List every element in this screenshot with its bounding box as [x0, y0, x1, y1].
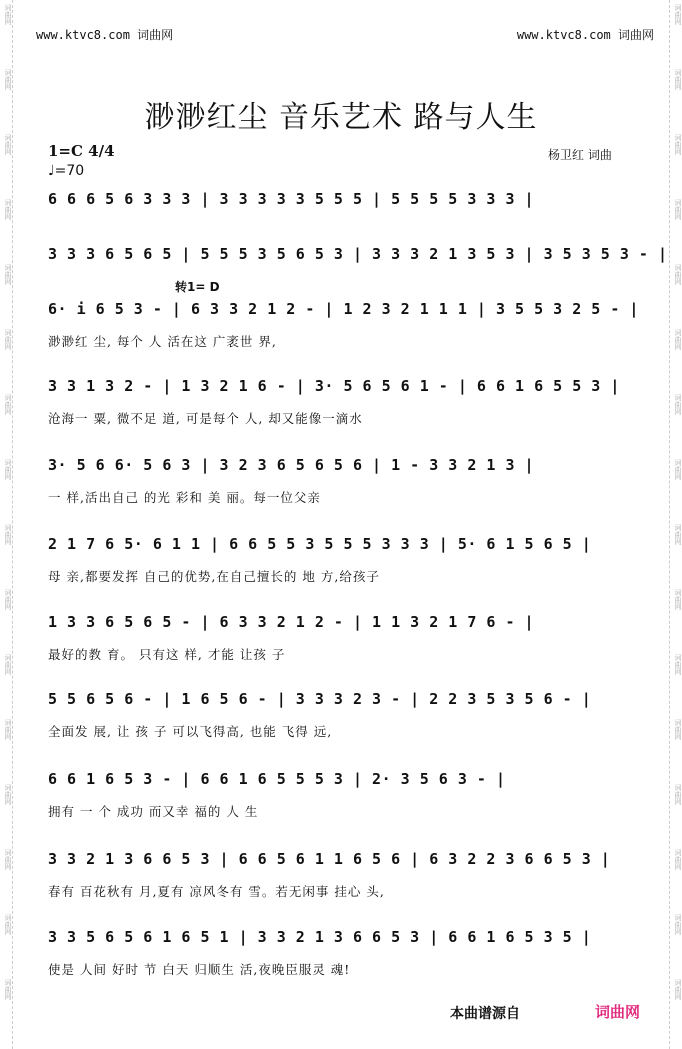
score-line: [48, 245, 668, 285]
side-watermark-text: 词曲网: [4, 134, 12, 155]
side-watermark-text: 词曲网: [674, 394, 682, 415]
side-watermark-text: 词曲网: [674, 69, 682, 90]
side-watermark-text: 词曲网: [674, 264, 682, 285]
side-watermark-text: 词曲网: [4, 849, 12, 870]
score-line: [48, 535, 638, 584]
header-watermark-right: www.ktvc8.com 词曲网: [516, 28, 654, 42]
score-line: [48, 613, 638, 662]
song-title: 渺渺红尘 音乐艺术 路与人生: [144, 100, 538, 135]
lyric-line: 渺渺红 尘, 每个 人 活在这 广袤世 界,: [48, 334, 277, 349]
side-watermark-text: 词曲网: [674, 849, 682, 870]
side-watermark-text: 词曲网: [674, 719, 682, 740]
lyric-line: 拥有 一 个 成功 而又幸 福的 人 生: [48, 804, 259, 819]
score-line: [48, 690, 638, 739]
side-watermark-text: 词曲网: [4, 914, 12, 935]
lyric-line: 最好的教 育。 只有这 样, 才能 让孩 子: [48, 647, 286, 662]
notation-line: 3 3 3 6 5 6 5 | 5 5 5 3 5 6 5 3 | 3 3 3 2 1 3 5 3 | 3 5 3 5 3 - |: [48, 245, 668, 263]
side-watermark-text: 词曲网: [4, 719, 12, 740]
score-line: [48, 190, 638, 230]
side-watermark-text: 词曲网: [4, 329, 12, 350]
side-watermark-text: 词曲网: [674, 459, 682, 480]
notation-line: 3 3 5 6 5 6 1 6 5 1 | 3 3 2 1 3 6 6 5 3 | 6 6 1 6 5 3 5 |: [48, 928, 592, 946]
lyric-line: 使是 人间 好时 节 白天 归顺生 活,夜晚臣服灵 魂!: [48, 962, 351, 977]
modulation-marking: 转1= D: [175, 280, 220, 294]
side-watermark-text: 词曲网: [674, 979, 682, 1000]
side-watermark-text: 词曲网: [4, 784, 12, 805]
side-watermark-text: 词曲网: [4, 394, 12, 415]
footer-brand-logo: 词曲网: [595, 1003, 641, 1021]
lyric-line: 沧海一 粟, 微不足 道, 可是每个 人, 却又能像一滴水: [48, 411, 363, 426]
side-watermark-text: 词曲网: [674, 4, 682, 25]
score-line: [48, 770, 638, 819]
side-watermark-text: 词曲网: [674, 914, 682, 935]
side-watermark-text: 词曲网: [4, 654, 12, 675]
side-watermark-text: 词曲网: [674, 329, 682, 350]
lyric-line: 春有 百花秋有 月,夏有 凉风冬有 雪。若无闲事 挂心 头,: [48, 884, 385, 899]
score-line: [48, 456, 638, 505]
side-watermark-text: 词曲网: [674, 524, 682, 545]
side-watermark-text: 词曲网: [4, 4, 12, 25]
side-watermark-text: 词曲网: [674, 784, 682, 805]
tempo-marking: ♩=70: [48, 163, 85, 179]
score-line: [48, 300, 639, 349]
side-watermark-text: 词曲网: [4, 264, 12, 285]
notation-line: 6· i 6 5 3 - | 6 3 3 2 1 2 - | 1 2 3 2 1 1 1 | 3 5 5 3 2 5 - |: [48, 300, 639, 318]
notation-line: 6 6 1 6 5 3 - | 6 6 1 6 5 5 5 3 | 2· 3 5 6 3 - |: [48, 770, 506, 788]
side-watermark-text: 词曲网: [674, 134, 682, 155]
header-watermark-left: www.ktvc8.com 词曲网: [36, 28, 174, 42]
notation-line: 3 3 1 3 2 - | 1 3 2 1 6 - | 3· 5 6 5 6 1 - | 6 6 1 6 5 5 3 |: [48, 377, 620, 395]
side-watermark-text: 词曲网: [4, 524, 12, 545]
notation-line: 3 3 2 1 3 6 6 5 3 | 6 6 5 6 1 1 6 5 6 | 6 3 2 2 3 6 6 5 3 |: [48, 850, 611, 868]
side-watermark-text: 词曲网: [4, 459, 12, 480]
side-watermark-text: 词曲网: [674, 654, 682, 675]
side-watermark-text: 词曲网: [674, 589, 682, 610]
left-watermark-strip: [0, 0, 13, 1049]
notation-line: 2 1 7 6 5· 6 1 1 | 6 6 5 5 3 5 5 5 3 3 3 | 5· 6 1 5 6 5 |: [48, 535, 592, 553]
side-watermark-text: 词曲网: [4, 199, 12, 220]
footer-source-text: 本曲谱源自: [450, 1006, 520, 1022]
score-line: [48, 377, 638, 426]
notation-line: 1 3 3 6 5 6 5 - | 6 3 3 2 1 2 - | 1 1 3 2 1 7 6 - |: [48, 613, 535, 631]
right-watermark-strip: [669, 0, 682, 1049]
side-watermark-text: 词曲网: [4, 589, 12, 610]
side-watermark-text: 词曲网: [4, 69, 12, 90]
lyric-line: 全面发 展, 让 孩 子 可以飞得高, 也能 飞得 远,: [48, 724, 333, 739]
author-credit: 杨卫红 词曲: [548, 148, 612, 162]
key-signature: 1=C 4/4: [48, 142, 115, 160]
side-watermark-text: 词曲网: [674, 199, 682, 220]
score-line: [48, 928, 638, 977]
score-line: [48, 850, 638, 899]
lyric-line: 一 样,活出自己 的光 彩和 美 丽。每一位父亲: [48, 490, 321, 505]
lyric-line: 母 亲,都要发挥 自己的优势,在自己擅长的 地 方,给孩子: [48, 569, 380, 584]
side-watermark-text: 词曲网: [4, 979, 12, 1000]
notation-line: 6 6 6 5 6 3 3 3 | 3 3 3 3 3 5 5 5 | 5 5 5 5 3 3 3 |: [48, 190, 535, 208]
notation-line: 5 5 6 5 6 - | 1 6 5 6 - | 3 3 3 2 3 - | 2 2 3 5 3 5 6 - |: [48, 690, 592, 708]
notation-line: 3· 5 6 6· 5 6 3 | 3 2 3 6 5 6 5 6 | 1 - 3 3 2 1 3 |: [48, 456, 535, 474]
